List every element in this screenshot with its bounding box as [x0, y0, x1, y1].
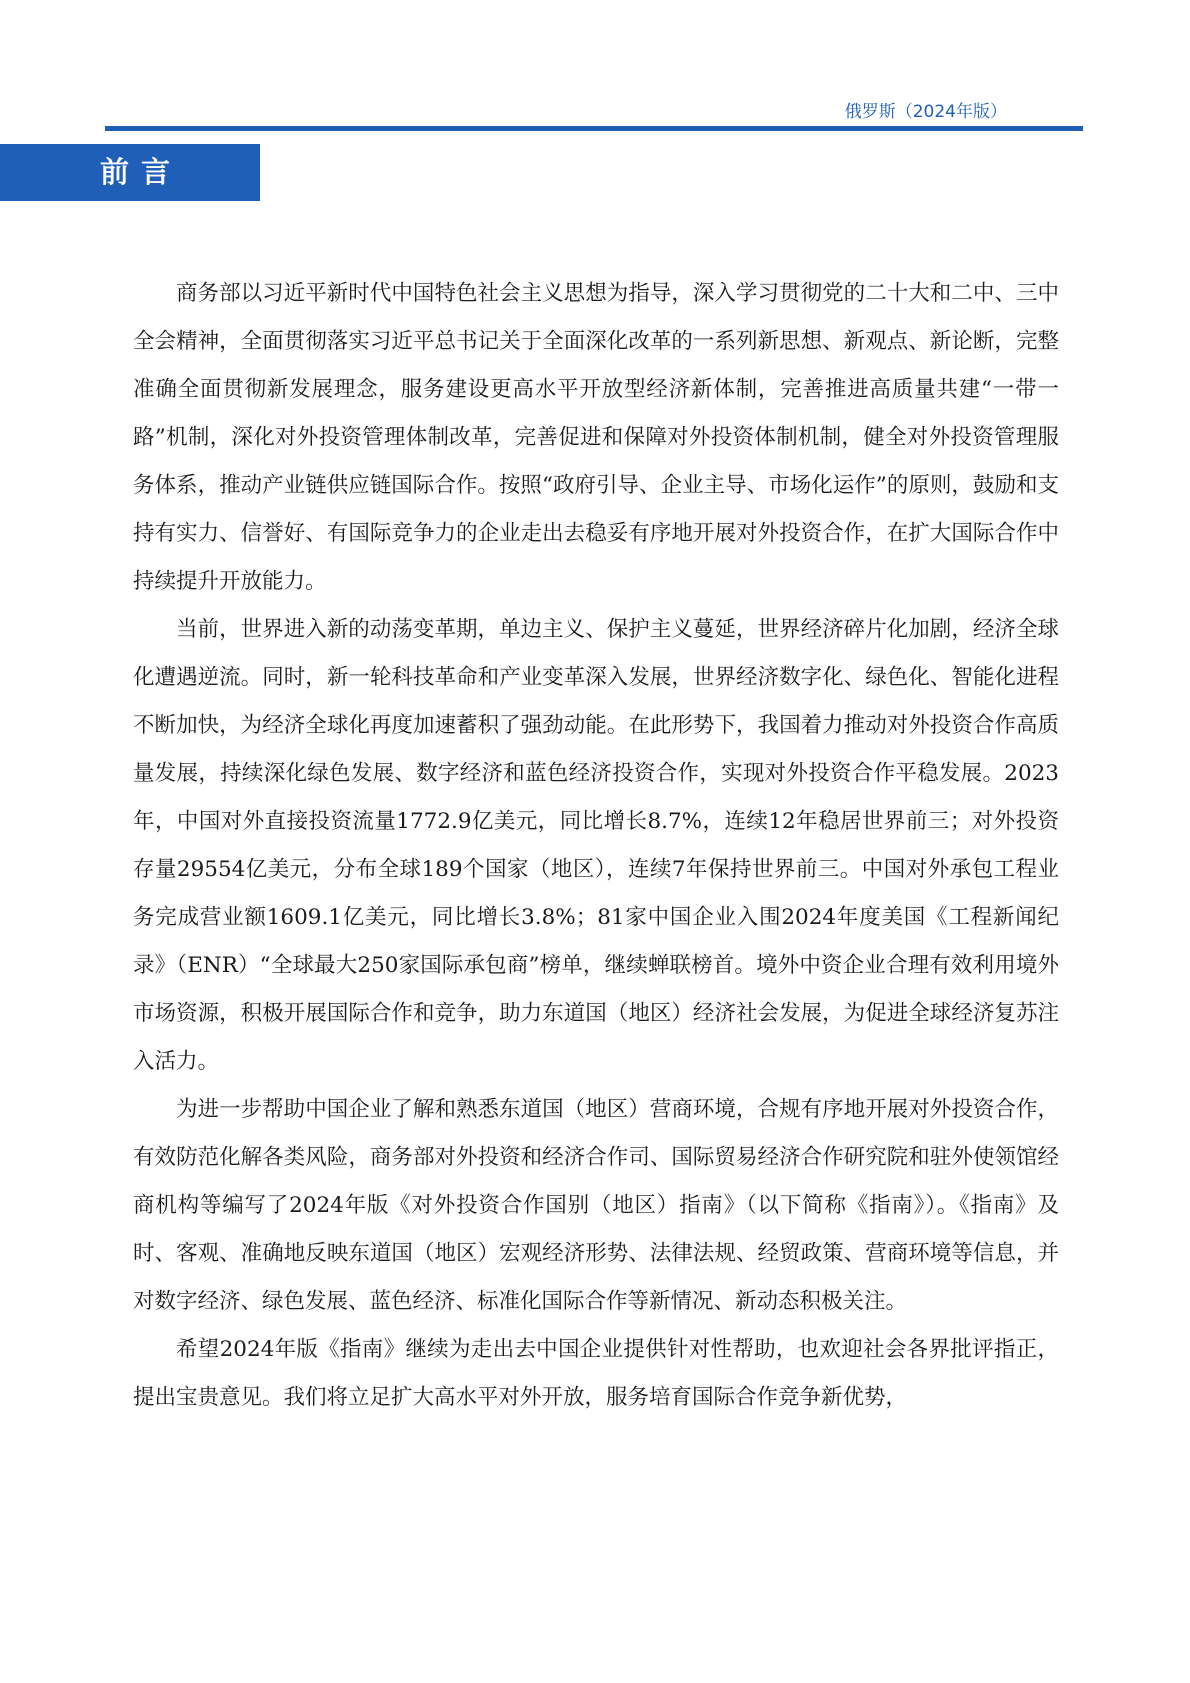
- body-text: [133, 270, 1059, 1422]
- paragraph-1: 商务部以习近平新时代中国特色社会主义思想为指导，深入学习贯彻党的二十大和二中、三中全会精神，全面贯彻落实习近平总书记关于全面深化改革的一系列新思想、新观点、新论断，完整准确全面贯彻新发展理念，服务建设更高水平开放型经济新体制，完善推进高质量共建“一带一路”机制，深化对外投资管理体制改革，完善促进和保障对外投资体制机制，健全对外投资管理服务体系，推动产业链供应链国际合作。按照“政府引导、企业主导、市场化运作”的原则，鼓励和支持有实力、信誉好、有国际竞争力的企业走出去稳妥有序地开展对外投资合作，在扩大国际合作中持续提升开放能力。: [133, 281, 1059, 594]
- running-header: 俄罗斯（2024年版）: [844, 102, 1007, 122]
- header-rule: [105, 126, 1083, 131]
- section-title: 前言: [100, 155, 183, 189]
- paragraph-3: 为进一步帮助中国企业了解和熟悉东道国（地区）营商环境，合规有序地开展对外投资合作，有效防范化解各类风险，商务部对外投资和经济合作司、国际贸易经济合作研究院和驻外使领馆经商机构等编写了2024年版《对外投资合作国别（地区）指南》（以下简称《指南》）。《指南》及时、客观、准确地反映东道国（地区）宏观经济形势、法律法规、经贸政策、营商环境等信息，并对数字经济、绿色发展、蓝色经济、标准化国际合作等新情况、新动态积极关注。: [133, 1097, 1059, 1314]
- paragraph-2: 当前，世界进入新的动荡变革期，单边主义、保护主义蔓延，世界经济碎片化加剧，经济全球化遭遇逆流。同时，新一轮科技革命和产业变革深入发展，世界经济数字化、绿色化、智能化进程不断加快，为经济全球化再度加速蓄积了强劲动能。在此形势下，我国着力推动对外投资合作高质量发展，持续深化绿色发展、数字经济和蓝色经济投资合作，实现对外投资合作平稳发展。2023年，中国对外直接投资流量1772.9亿美元，同比增长8.7%，连续12年稳居世界前三；对外投资存量29554亿美元，分布全球189个国家（地区），连续7年保持世界前三。中国对外承包工程业务完成营业额1609.1亿美元，同比增长3.8%；81家中国企业入围2024年度美国《工程新闻纪录》（ENR）“全球最大250家国际承包商”榜单，继续蝉联榜首。境外中资企业合理有效利用境外市场资源，积极开展国际合作和竞争，助力东道国（地区）经济社会发展，为促进全球经济复苏注入活力。: [133, 617, 1059, 1074]
- paragraph-4: 希望2024年版《指南》继续为走出去中国企业提供针对性帮助，也欢迎社会各界批评指正，提出宝贵意见。我们将立足扩大高水平对外开放，服务培育国际合作竞争新优势，: [133, 1337, 1059, 1410]
